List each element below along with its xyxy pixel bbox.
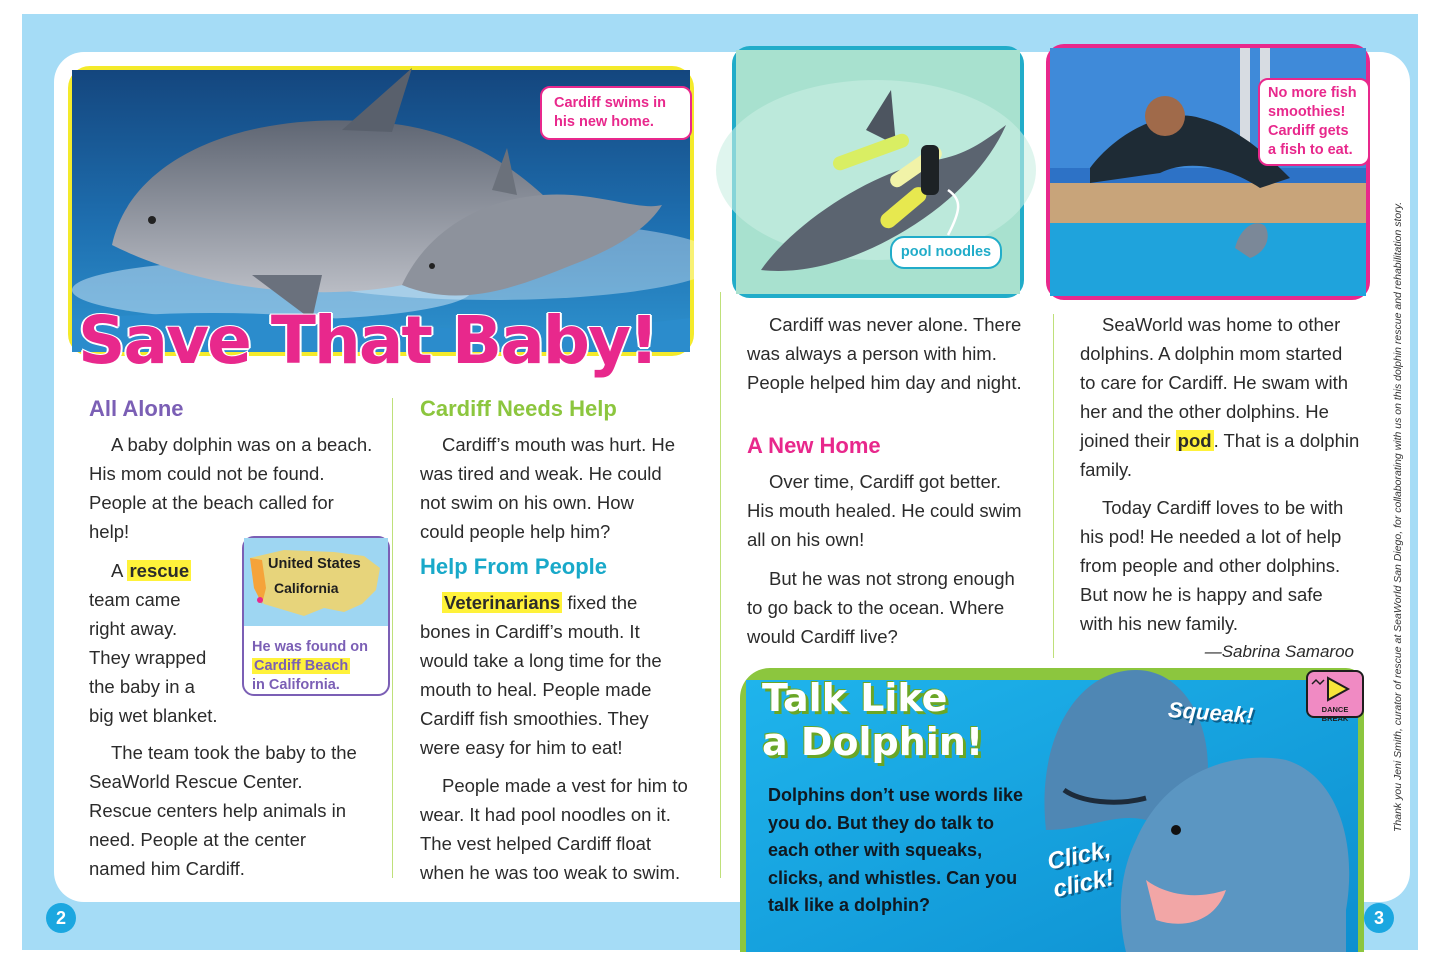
paragraph-needs-help	[420, 430, 682, 546]
paragraph-new-home-2-text: But he was not strong enough to go back to the ocean. Where would Cardiff live?	[747, 568, 1015, 647]
rescue-line-6: big wet blanket.	[89, 705, 218, 726]
paragraph-new-home-1-text: Over time, Cardiff got better. His mouth healed. He could swim all on his own!	[747, 471, 1022, 550]
paragraph-all-alone-3	[89, 738, 359, 883]
play-icon	[1308, 672, 1362, 704]
paragraph-all-alone-1-text: A baby dolphin was on a beach. His mom could not be found. People at the beach called for help!	[89, 434, 373, 542]
map-caption-cardiff-beach: Cardiff Beach	[254, 658, 349, 674]
paragraph-today	[1080, 493, 1350, 638]
paragraph-new-home-2	[747, 564, 1032, 651]
rescue-line	[89, 556, 239, 585]
paragraph-seaworld-home-text: SeaWorld was home to other dolphins. A dolphin mom started to care for Cardiff. He swam with her and the other dolphins. He joined their	[1080, 314, 1348, 451]
squeak-sound-label: Squeak!	[1167, 697, 1255, 728]
paragraph-never-alone-text: Cardiff was never alone. There was always a person with him. People helped him day and night.	[747, 314, 1022, 393]
map-caption-line2	[252, 657, 368, 676]
paragraph-today-text: Today Cardiff loves to be with his pod! He needed a lot of help from people and other dolphins. But now he is happy and safe with his new family.	[1080, 497, 1344, 634]
vocab-veterinarians: Veterinarians	[444, 592, 561, 613]
column-divider-1	[392, 398, 393, 878]
rescue-line-3: right away.	[89, 618, 178, 639]
paragraph-help-from-people-2	[420, 771, 692, 887]
column-divider-2	[720, 292, 721, 878]
paragraph-needs-help-text: Cardiff’s mouth was hurt. He was tired and weak. He could not swim on his own. How could people help him?	[420, 434, 676, 542]
map-caption	[252, 638, 368, 695]
column-divider-3	[1053, 314, 1054, 658]
map-caption-line1: He was found on	[252, 639, 368, 655]
click-sound-line1: Click,	[1044, 835, 1114, 876]
paragraph-seaworld-home-end: . That is a dolphin family.	[1080, 430, 1360, 480]
paragraph-help-from-people-1	[420, 588, 688, 762]
paragraph-seaworld-home	[1080, 310, 1360, 484]
page-number-left: 2	[46, 903, 76, 933]
paragraph-all-alone-3-text: The team took the baby to the SeaWorld Rescue Center. Rescue centers help animals in need. People at the center named him Cardiff.	[89, 742, 357, 879]
paragraph-new-home-1	[747, 467, 1032, 554]
talk-box-title-line1: Talk Like	[762, 676, 948, 720]
author-byline: —Sabrina Samaroo	[1204, 642, 1354, 661]
dance-break-badge[interactable]	[1306, 670, 1364, 723]
vocab-rescue: rescue	[129, 560, 190, 581]
map-caption-line3: in California.	[252, 677, 340, 693]
credit-note-text: Thank you Jeni Smith, curator of rescue at SeaWorld San Diego, for collaborating with us on this dolphin rescue and rehabilitation story.	[1392, 201, 1404, 832]
rescue-line-2: team came	[89, 589, 181, 610]
heading-a-new-home: A New Home	[747, 433, 881, 458]
heading-all-alone: All Alone	[89, 396, 184, 421]
trainer-photo-caption	[1258, 78, 1370, 166]
page-title: Save That Baby!	[78, 302, 658, 379]
paragraph-help-from-people-1-text: fixed the bones in Cardiff’s mouth. It would take a long time for the mouth to heal. People made Cardiff fish smoothies. They were easy for him to eat!	[420, 592, 662, 758]
pool-noodles-label	[890, 236, 1002, 269]
paragraph-all-alone-1	[89, 430, 379, 546]
talk-box-title-line2: a Dolphin!	[762, 720, 984, 764]
pool-noodles-label-text: pool noodles	[900, 244, 992, 260]
heading-cardiff-needs-help: Cardiff Needs Help	[420, 396, 617, 421]
map-label-california: California	[274, 580, 339, 596]
map-inset	[242, 536, 390, 696]
heading-help-from-people: Help From People	[420, 554, 608, 579]
hero-photo-caption-text: Cardiff swims in his new home.	[554, 95, 666, 130]
page-number-right: 3	[1364, 903, 1394, 933]
rescue-line-start: A	[111, 560, 123, 581]
hero-photo-caption	[540, 86, 692, 140]
rescue-line-5: the baby in a	[89, 676, 195, 697]
credit-note	[1392, 72, 1406, 832]
vocab-pod: pod	[1177, 430, 1212, 451]
paragraph-all-alone-2	[89, 556, 239, 730]
dance-break-label: DANCE BREAK	[1321, 705, 1349, 723]
map-label-united-states: United States	[268, 556, 361, 572]
talk-box-text: Dolphins don’t use words like you do. But they do talk to each other with squeaks, clicks, and whistles. Can you talk like a dolphin?	[768, 785, 1024, 915]
click-sound-line2: click!	[1050, 863, 1117, 904]
paragraph-never-alone	[747, 310, 1029, 397]
trainer-photo-caption-text: No more fish smoothies! Cardiff gets a fish to eat.	[1268, 85, 1357, 158]
talk-box-title	[762, 676, 983, 764]
rescue-line-4: They wrapped	[89, 647, 207, 668]
paragraph-help-from-people-2-text: People made a vest for him to wear. It had pool noodles on it. The vest helped Cardiff float when he was too weak to swim.	[420, 775, 688, 883]
